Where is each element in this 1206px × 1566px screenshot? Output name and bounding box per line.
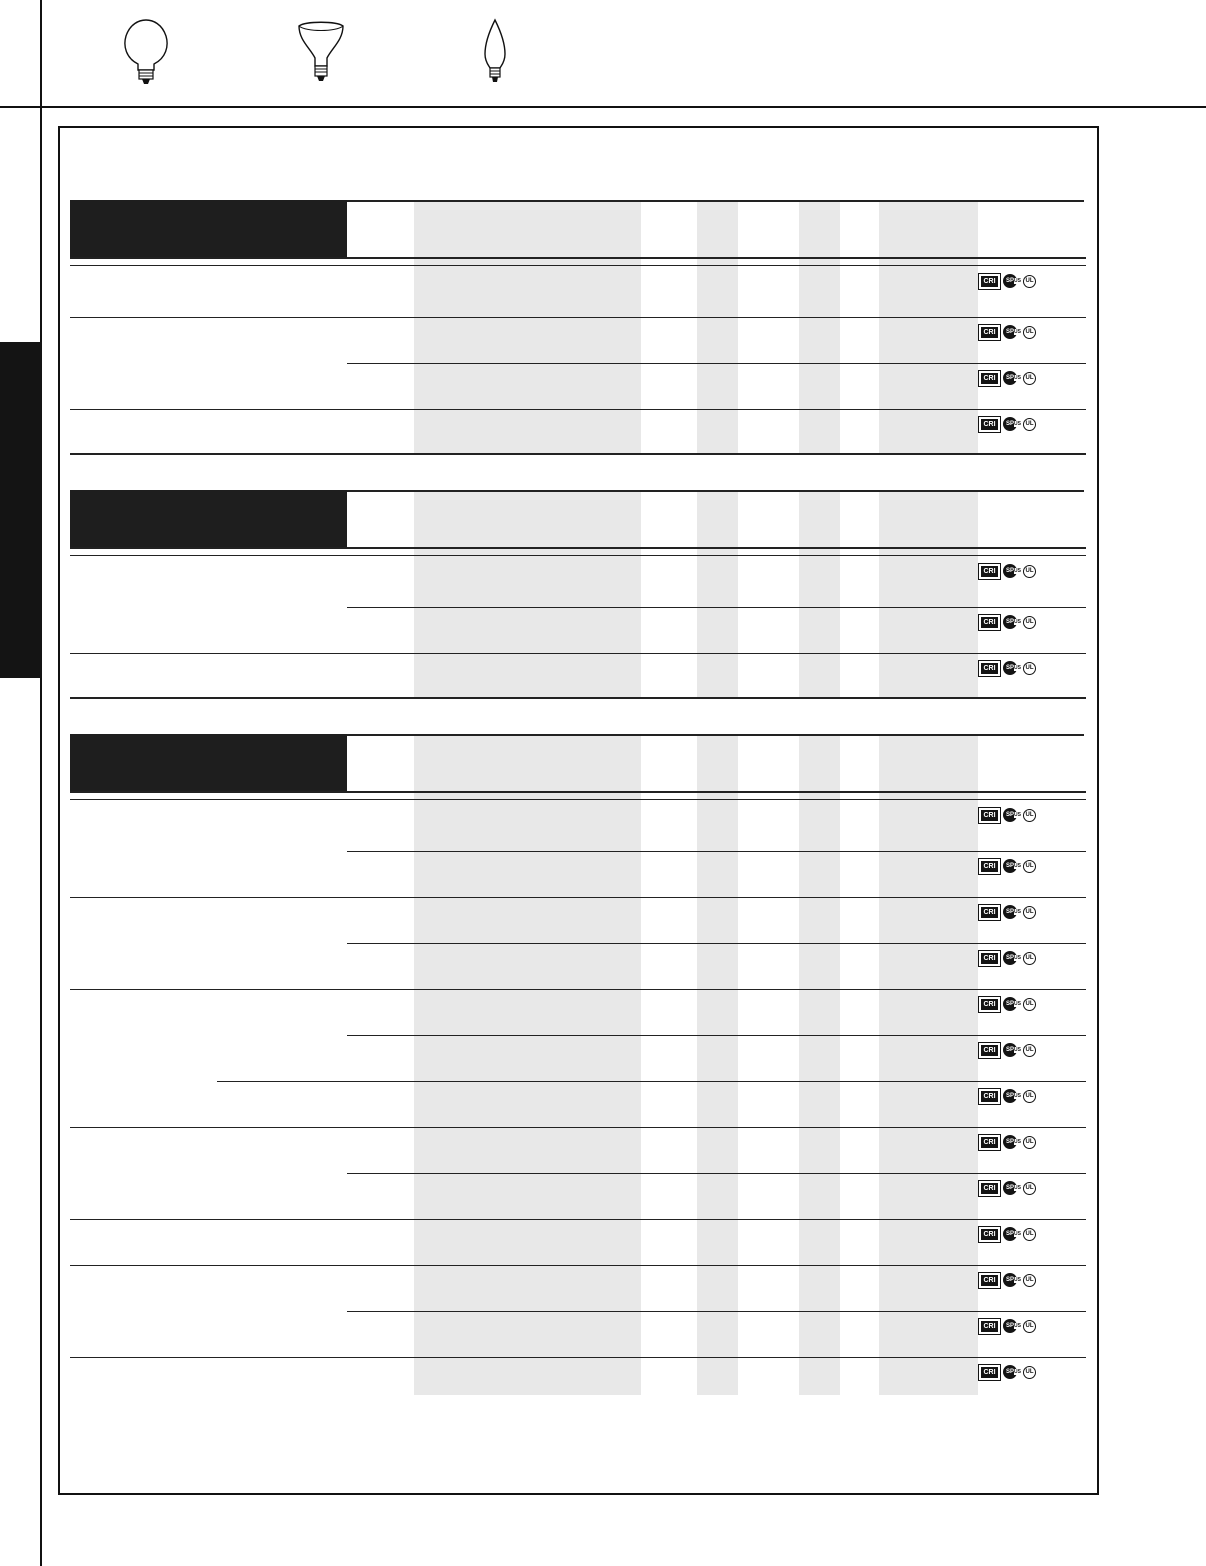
csa-mark-icon (1003, 1319, 1021, 1333)
cri-mark-icon: CRI (980, 1274, 999, 1287)
spec-column-shade (697, 734, 738, 1395)
row-divider (347, 363, 1086, 364)
certification-marks (980, 615, 1036, 629)
csa-mark-label: SP (1005, 421, 1014, 427)
ul-mark-icon: UL (1023, 1044, 1036, 1057)
csa-us-label: US (1014, 329, 1021, 335)
row-divider (70, 1357, 1086, 1358)
csa-mark-icon (1003, 951, 1021, 965)
csa-mark-label: SP (1005, 1277, 1014, 1283)
certification-marks (980, 1365, 1036, 1379)
csa-mark-label: SP (1005, 1001, 1014, 1007)
csa-us-label: US (1014, 421, 1021, 427)
certification-marks (980, 905, 1036, 919)
ul-mark-icon: UL (1023, 906, 1036, 919)
csa-us-label: US (1014, 1369, 1021, 1375)
cri-mark-icon: CRI (980, 860, 999, 873)
row-divider (70, 897, 1086, 898)
cri-mark-icon: CRI (980, 1228, 999, 1241)
cri-mark-icon: CRI (980, 326, 999, 339)
csa-us-label: US (1014, 1231, 1021, 1237)
ul-mark-icon: UL (1023, 809, 1036, 822)
csa-mark-icon (1003, 615, 1021, 629)
csa-us-label: US (1014, 278, 1021, 284)
section-header-label (70, 200, 90, 212)
csa-mark-label: SP (1005, 568, 1014, 574)
certification-marks (980, 1181, 1036, 1195)
csa-mark-icon (1003, 1181, 1021, 1195)
section-header (70, 734, 347, 791)
row-divider (70, 409, 1086, 410)
csa-us-label: US (1014, 812, 1021, 818)
globe-bulb-icon (121, 18, 171, 88)
csa-mark-label: SP (1005, 1323, 1014, 1329)
certification-marks (980, 1273, 1036, 1287)
cri-mark-icon: CRI (980, 906, 999, 919)
csa-mark-label: SP (1005, 1231, 1014, 1237)
certification-marks (980, 808, 1036, 822)
candle-bulb-icon (480, 18, 510, 88)
csa-mark-icon (1003, 274, 1021, 288)
csa-mark-icon (1003, 859, 1021, 873)
header-top-rule (347, 200, 1084, 202)
header-bottom-rule-thin (70, 799, 1086, 800)
csa-mark-label: SP (1005, 278, 1014, 284)
row-divider (347, 1311, 1086, 1312)
csa-us-label: US (1014, 909, 1021, 915)
csa-mark-icon (1003, 371, 1021, 385)
row-divider (347, 943, 1086, 944)
row-divider (70, 1127, 1086, 1128)
certification-marks (980, 1135, 1036, 1149)
row-divider (347, 1035, 1086, 1036)
csa-mark-icon (1003, 808, 1021, 822)
csa-us-label: US (1014, 1001, 1021, 1007)
ul-mark-icon: UL (1023, 1228, 1036, 1241)
spec-column-shade (799, 734, 840, 1395)
csa-mark-label: SP (1005, 375, 1014, 381)
spec-column-shade (879, 734, 978, 1395)
ul-mark-icon: UL (1023, 860, 1036, 873)
ul-mark-icon: UL (1023, 1182, 1036, 1195)
csa-mark-label: SP (1005, 619, 1014, 625)
header-bottom-rule-thin (70, 265, 1086, 266)
csa-mark-icon (1003, 417, 1021, 431)
certification-marks (980, 661, 1036, 675)
spec-column-shade (697, 200, 738, 453)
cri-mark-icon: CRI (980, 1366, 999, 1379)
certification-marks (980, 564, 1036, 578)
spec-column-shade (414, 490, 641, 697)
left-margin-rule (40, 0, 42, 1566)
csa-mark-icon (1003, 905, 1021, 919)
ul-mark-icon: UL (1023, 952, 1036, 965)
row-divider (347, 1173, 1086, 1174)
row-divider (217, 1081, 1086, 1082)
csa-mark-icon (1003, 1365, 1021, 1379)
certification-marks (980, 417, 1036, 431)
csa-mark-icon (1003, 1273, 1021, 1287)
row-divider (70, 653, 1086, 654)
csa-us-label: US (1014, 568, 1021, 574)
csa-mark-icon (1003, 661, 1021, 675)
header-bottom-rule (70, 547, 1086, 549)
csa-us-label: US (1014, 1277, 1021, 1283)
csa-mark-icon (1003, 325, 1021, 339)
ul-mark-icon: UL (1023, 565, 1036, 578)
csa-mark-label: SP (1005, 955, 1014, 961)
spec-column-shade (879, 490, 978, 697)
section-header-label (70, 490, 90, 502)
csa-us-label: US (1014, 863, 1021, 869)
certification-marks (980, 274, 1036, 288)
csa-us-label: US (1014, 1047, 1021, 1053)
cri-mark-icon: CRI (980, 1182, 999, 1195)
csa-mark-icon (1003, 564, 1021, 578)
section-header-label (70, 734, 90, 746)
header-top-rule (347, 490, 1084, 492)
csa-mark-label: SP (1005, 1369, 1014, 1375)
ul-mark-icon: UL (1023, 616, 1036, 629)
ul-mark-icon: UL (1023, 372, 1036, 385)
csa-us-label: US (1014, 375, 1021, 381)
spec-column-shade (414, 200, 641, 453)
csa-mark-label: SP (1005, 863, 1014, 869)
section-bottom-rule (70, 453, 1086, 455)
cri-mark-icon: CRI (980, 372, 999, 385)
spec-column-shade (799, 200, 840, 453)
csa-mark-label: SP (1005, 665, 1014, 671)
spec-column-shade (879, 200, 978, 453)
csa-mark-label: SP (1005, 329, 1014, 335)
ul-mark-icon: UL (1023, 418, 1036, 431)
csa-mark-label: SP (1005, 1185, 1014, 1191)
section-side-tab (0, 342, 42, 678)
certification-marks (980, 1319, 1036, 1333)
header-bottom-rule (70, 257, 1086, 259)
csa-us-label: US (1014, 665, 1021, 671)
cri-mark-icon: CRI (980, 616, 999, 629)
csa-us-label: US (1014, 1185, 1021, 1191)
certification-marks (980, 859, 1036, 873)
csa-mark-label: SP (1005, 1139, 1014, 1145)
csa-mark-icon (1003, 1135, 1021, 1149)
cri-mark-icon: CRI (980, 418, 999, 431)
csa-us-label: US (1014, 619, 1021, 625)
csa-mark-icon (1003, 997, 1021, 1011)
csa-mark-label: SP (1005, 1047, 1014, 1053)
section-header (70, 490, 347, 547)
ul-mark-icon: UL (1023, 1274, 1036, 1287)
cri-mark-icon: CRI (980, 565, 999, 578)
cri-mark-icon: CRI (980, 1320, 999, 1333)
csa-us-label: US (1014, 1093, 1021, 1099)
csa-us-label: US (1014, 1323, 1021, 1329)
section-header (70, 200, 347, 257)
csa-mark-label: SP (1005, 1093, 1014, 1099)
row-divider (70, 317, 1086, 318)
ul-mark-icon: UL (1023, 326, 1036, 339)
cri-mark-icon: CRI (980, 1044, 999, 1057)
ul-mark-icon: UL (1023, 1320, 1036, 1333)
header-bottom-rule-thin (70, 555, 1086, 556)
reflector-bulb-icon (296, 18, 346, 88)
row-divider (347, 851, 1086, 852)
csa-mark-label: SP (1005, 909, 1014, 915)
certification-marks (980, 1043, 1036, 1057)
cri-mark-icon: CRI (980, 1136, 999, 1149)
spec-column-shade (414, 734, 641, 1395)
certification-marks (980, 1227, 1036, 1241)
certification-marks (980, 997, 1036, 1011)
certification-marks (980, 1089, 1036, 1103)
section-bottom-rule (70, 697, 1086, 699)
row-divider (70, 989, 1086, 990)
csa-us-label: US (1014, 1139, 1021, 1145)
cri-mark-icon: CRI (980, 952, 999, 965)
ul-mark-icon: UL (1023, 275, 1036, 288)
cri-mark-icon: CRI (980, 662, 999, 675)
csa-mark-icon (1003, 1089, 1021, 1103)
row-divider (70, 1265, 1086, 1266)
spec-column-shade (697, 490, 738, 697)
csa-mark-icon (1003, 1227, 1021, 1241)
cri-mark-icon: CRI (980, 1090, 999, 1103)
certification-marks (980, 951, 1036, 965)
row-divider (70, 1219, 1086, 1220)
ul-mark-icon: UL (1023, 1136, 1036, 1149)
cri-mark-icon: CRI (980, 809, 999, 822)
header-top-rule (347, 734, 1084, 736)
spec-column-shade (799, 490, 840, 697)
csa-mark-icon (1003, 1043, 1021, 1057)
certification-marks (980, 371, 1036, 385)
csa-mark-label: SP (1005, 812, 1014, 818)
top-header-rule (0, 106, 1206, 108)
ul-mark-icon: UL (1023, 998, 1036, 1011)
ul-mark-icon: UL (1023, 1090, 1036, 1103)
certification-marks (980, 325, 1036, 339)
header-bottom-rule (70, 791, 1086, 793)
ul-mark-icon: UL (1023, 662, 1036, 675)
ul-mark-icon: UL (1023, 1366, 1036, 1379)
csa-us-label: US (1014, 955, 1021, 961)
row-divider (347, 607, 1086, 608)
cri-mark-icon: CRI (980, 275, 999, 288)
cri-mark-icon: CRI (980, 998, 999, 1011)
